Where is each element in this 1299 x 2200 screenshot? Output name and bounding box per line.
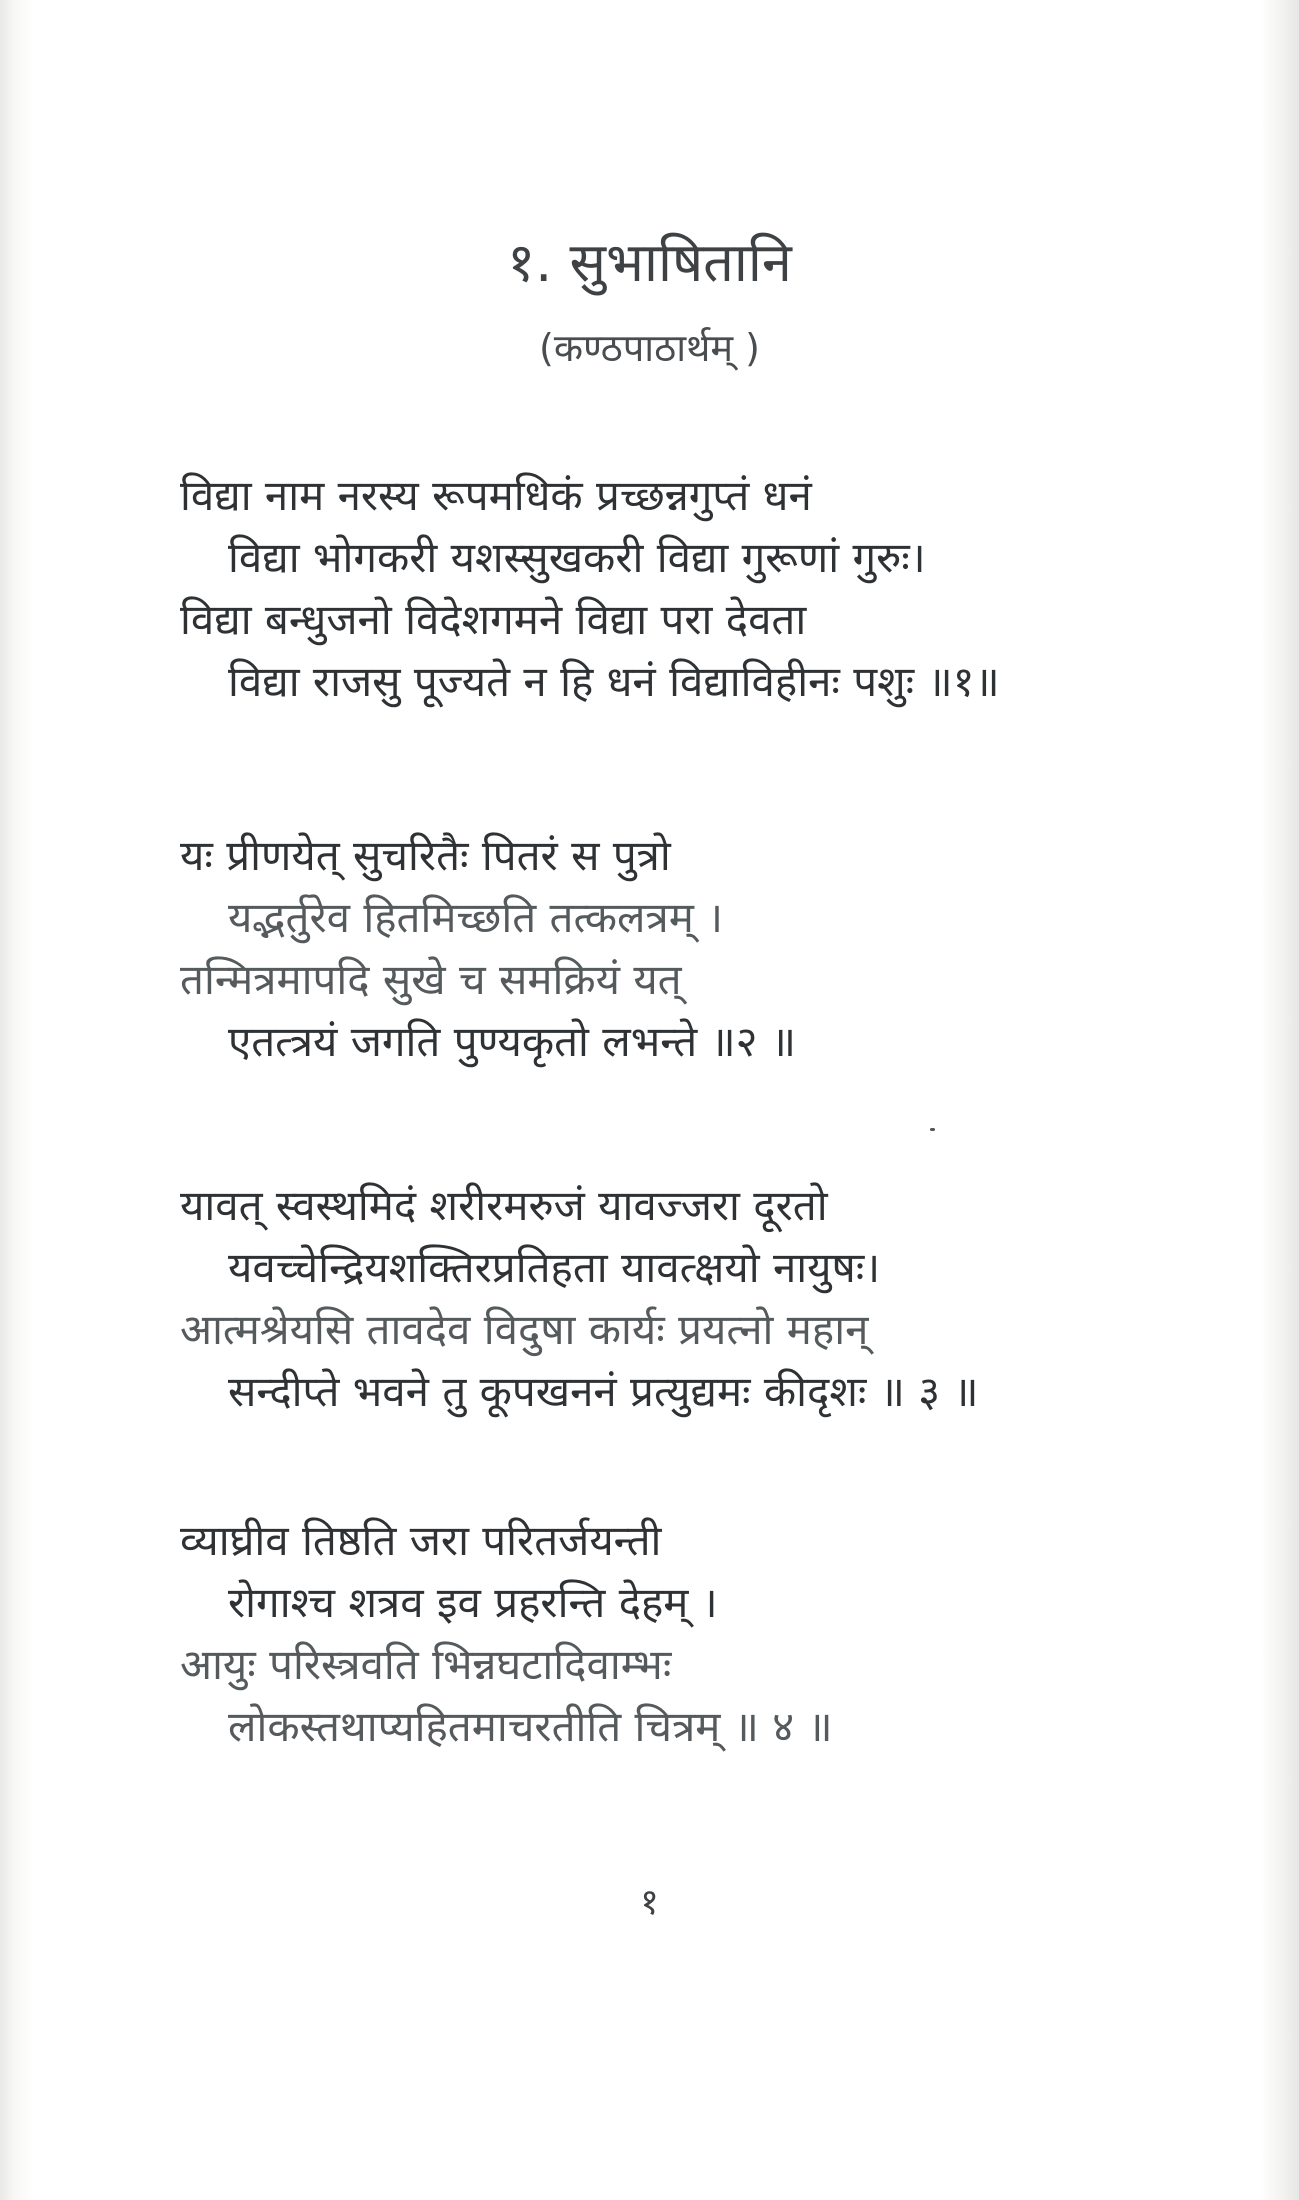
verse-line: विद्या भोगकरी यशस्सुखकरी विद्या गुरूणां गुरुः। [228, 533, 926, 582]
verse-line: रोगाश्च शत्रव इव प्रहरन्ति देहम् । [228, 1578, 718, 1627]
verse-line: तन्मित्रमापदि सुखे च समक्रियं यत् [180, 955, 682, 1004]
page-number: १ [640, 1882, 659, 1923]
verse-2 [180, 825, 1240, 1073]
verse-line: विद्या नाम नरस्य रूपमधिकं प्रच्छन्नगुप्तं धनं [180, 471, 812, 520]
verse-4 [180, 1510, 1240, 1758]
verse-line: विद्या बन्धुजनो विदेशगमने विद्या परा देवता [180, 595, 807, 644]
verse-line: यवच्चेन्द्रियशक्तिरप्रतिहता यावत्क्षयो नायुषः। [228, 1243, 881, 1292]
chapter-subtitle: (कण्ठपाठार्थम् ) [539, 326, 760, 370]
chapter-title: १. सुभाषितानि [507, 231, 792, 294]
verse-line: व्याघ्रीव तिष्ठति जरा परितर्जयन्ती [180, 1516, 662, 1565]
verse-line: आयुः परिस्त्रवति भिन्नघटादिवाम्भः [180, 1640, 672, 1689]
verse-line: आत्मश्रेयसि तावदेव विदुषा कार्यः प्रयत्नो महान् [180, 1305, 869, 1354]
verse-line: यावत् स्वस्थमिदं शरीरमरुजं यावज्जरा दूरतो [180, 1181, 828, 1230]
verse-line: एतत्त्रयं जगति पुण्यकृतो लभन्ते ॥२ ॥ [228, 1017, 797, 1066]
print-speck [930, 1128, 935, 1131]
verse-1 [180, 465, 1240, 713]
verse-line: सन्दीप्ते भवने तु कूपखननं प्रत्युद्यमः कीदृशः ॥ ३ ॥ [228, 1367, 979, 1416]
verse-line: विद्या राजसु पूज्यते न हि धनं विद्याविहीनः पशुः ॥१॥ [228, 657, 1000, 706]
verse-line: यः प्रीणयेत् सुचरितैः पितरं स पुत्रो [180, 831, 671, 880]
verse-line: लोकस्तथाप्यहितमाचरतीति चित्रम् ॥ ४ ॥ [228, 1702, 833, 1751]
verse-3 [180, 1175, 1240, 1423]
verse-line: यद्भर्तुरेव हितमिच्छति तत्कलत्रम् । [228, 893, 724, 942]
